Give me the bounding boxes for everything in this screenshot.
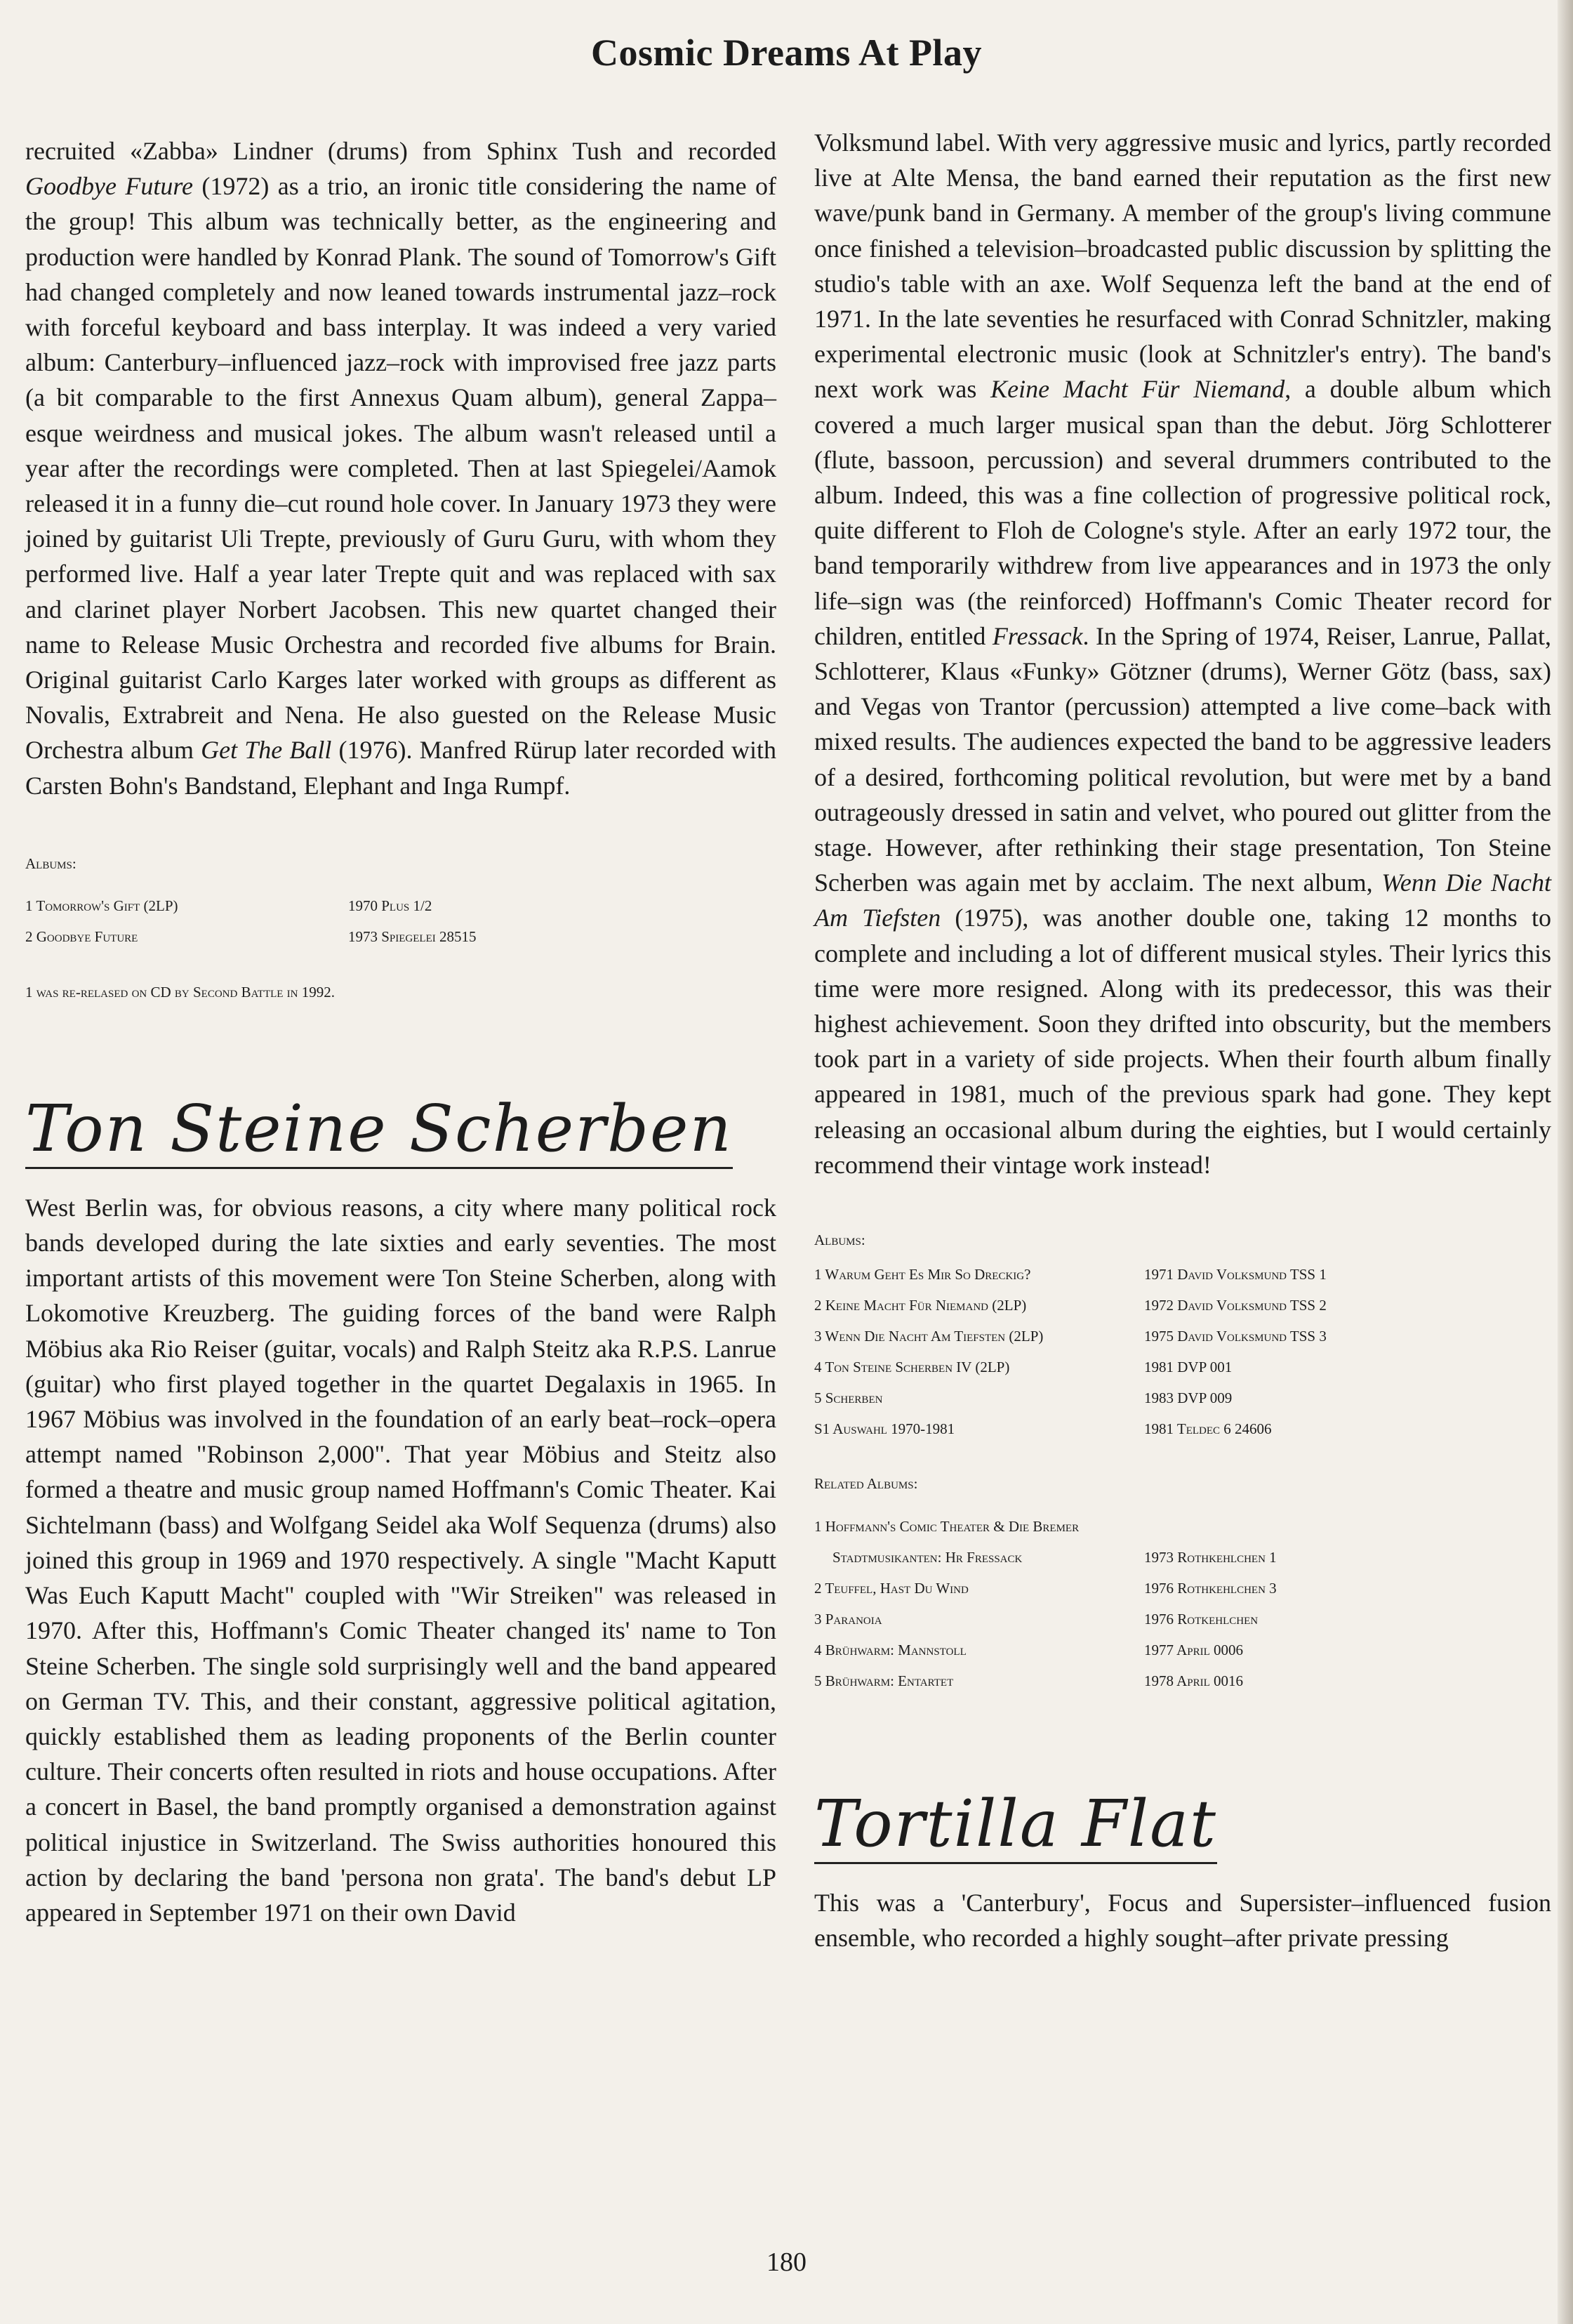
related-album-row	[814, 1542, 1551, 1573]
album-title: Stadtmusikanten: Hr Fressack	[832, 1548, 1023, 1566]
band-title-ton-steine-scherben: Ton Steine Scherben	[25, 1090, 733, 1166]
albums-list	[814, 1232, 1551, 1696]
album-title: 3 Paranoia	[814, 1610, 882, 1628]
album-title: 4 Ton Steine Scherben IV (2LP)	[814, 1358, 1010, 1375]
right-column	[814, 125, 1551, 1956]
paragraph-text: . In the Spring of 1974, Reiser, Lanrue, Pallat, Schlotterer, Klaus «Funky» Götzner (drums), Werner Götz (bass, sax) and Vegas von Trantor (percussion) attempted a live come–back with mixed results. The audiences expected the band to be aggressive leaders of a desired, forthcoming political revolution, but were met by a band outrageously dressed in satin and velvet, who poured out glitter from the stage. However, after rethinking their stage presentation, Ton Steine Scherben was again met by acclaim. The next album,	[814, 621, 1551, 897]
title-underline	[25, 1167, 733, 1169]
tomorrows-gift-paragraph	[25, 133, 776, 803]
album-title-goodbye-future: Goodbye Future	[25, 172, 193, 201]
album-info: 1981 DVP 001	[1144, 1358, 1233, 1375]
left-column	[25, 133, 776, 1930]
page-edge-shadow	[1558, 0, 1573, 2324]
album-info: 1978 April 0016	[1144, 1672, 1244, 1689]
ton-steine-scherben-continued-paragraph	[814, 125, 1551, 1182]
album-title: 5 Scherben	[814, 1389, 883, 1406]
related-album-row	[814, 1665, 1551, 1696]
album-title-fressack: Fressack	[992, 621, 1083, 650]
paragraph-text: Volksmund label. With very aggressive music and lyrics, partly recorded live at Alte Mensa, the band earned their reputation as the first new wave/punk band in Germany. A member of the group's living commune once finished a television–broadcasted public discussion by splitting the studio's table with an axe. Wolf Sequenza left the band at the end of 1971. In the late seventies he resurfaced with Conrad Schnitzler, making experimental electronic music (look at Schnitzler's entry). The band's next work was	[814, 128, 1551, 404]
album-info: 1983 DVP 009	[1144, 1389, 1233, 1406]
album-info: 1981 Teldec 6 24606	[1144, 1420, 1272, 1437]
album-title-wenn-die-nacht: Wenn Die Nacht Am Tiefsten	[814, 869, 1551, 932]
related-album-row	[814, 1635, 1551, 1665]
paragraph-text: , a double album which covered a much larger musical span than the debut. Jörg Schlotterer (flute, bassoon, percussion) and several drummers contributed to the album. Indeed, this was a fine collection of progressive political rock, quite different to Floh de Cologne's style. After an early 1972 tour, the band temporarily withdrew from live appearances and in 1973 the only life–sign was (the reinforced) Hoffmann's Comic Theater record for children, entitled	[814, 375, 1551, 650]
album-row	[814, 1259, 1551, 1290]
paragraph-text: (1975), was another double one, taking 12 months to complete and including a lot of different musical styles. Their lyrics this time were more resigned. Along with its predecessor, this was their highest achievement. Soon they drifted into obscurity, but the members took part in a variety of side projects. When their fourth album finally appeared in 1981, much of the previous spark had gone. They kept releasing an occasional album during the eighties, but I would certainly recommend their vintage work instead!	[814, 904, 1551, 1179]
albums-header: Albums:	[814, 1232, 865, 1249]
ton-steine-scherben-paragraph: West Berlin was, for obvious reasons, a city where many political rock bands developed during the late sixties and early seventies. The most important artists of this movement were Ton Steine Scherben, along with Lokomotive Kreuzberg. The guiding forces of the band were Ralph Möbius aka Rio Reiser (guitar, vocals) and Ralph Steitz aka R.P.S. Lanrue (guitar) who first played together in the quartet Degalaxis in 1965. In 1967 Möbius was involved in the foundation of an early beat–rock–opera attempt named "Robinson 2,000". That year Möbius and Steitz also formed a theatre and music group named Hoffmann's Comic Theater. Kai Sichtelmann (bass) and Wolfgang Seidel aka Wolf Sequenza (drums) also joined this group in 1969 and 1970 respectively. A single "Macht Kaputt Was Euch Kaputt Macht" coupled with "Wir Streiken" was released in 1970. After this, Hoffmann's Comic Theater changed its' name to Ton Steine Scherben. The single sold surprisingly well and the band appeared on German TV. This, and their constant, aggressive political agitation, quickly established them as leading proponents of the Berlin counter culture. Their concerts often resulted in riots and house occupations. After a concert in Basel, the band promptly organised a demonstration against political injustice in Switzerland. The Swiss authorities honoured this action by declaring the band 'persona non grata'. The band's debut LP appeared in September 1971 on their own David	[25, 1193, 776, 1927]
album-title: S1 Auswahl 1970-1981	[814, 1420, 955, 1437]
album-title: 1 Tomorrow's Gift (2LP)	[25, 897, 178, 915]
album-info: 1973 Rothkehlchen 1	[1144, 1548, 1277, 1566]
album-info: 1970 Plus 1/2	[348, 897, 432, 915]
related-album-row	[814, 1511, 1551, 1542]
album-info: 1976 Rotkehlchen	[1144, 1610, 1259, 1628]
album-row	[814, 1413, 1551, 1444]
album-title-get-the-ball: Get The Ball	[201, 736, 332, 765]
tortilla-flat-paragraph: This was a 'Canterbury', Focus and Supersister–influenced fusion ensemble, who recorded a highly sought–after private pressing	[814, 1889, 1551, 1953]
related-albums-header: Related Albums:	[814, 1475, 918, 1493]
album-info: 1973 Spiegelei 28515	[348, 928, 477, 946]
album-info: 1971 David Volksmund TSS 1	[1144, 1265, 1327, 1283]
album-title: 2 Keine Macht Für Niemand (2LP)	[814, 1296, 1027, 1314]
album-row	[25, 922, 776, 953]
album-title: 2 Goodbye Future	[25, 928, 138, 946]
title-underline	[814, 1862, 1217, 1864]
albums-header: Albums:	[25, 854, 77, 872]
album-title: 4 Brühwarm: Mannstoll	[814, 1641, 967, 1658]
album-info: 1976 Rothkehlchen 3	[1144, 1579, 1277, 1597]
page-title: Cosmic Dreams At Play	[591, 32, 982, 74]
albums-list	[25, 855, 776, 1001]
paragraph-text: (1972) as a trio, an ironic title considering the name of the group! This album was technically better, as the engineering and production were handled by Konrad Plank. The sound of Tomorrow's Gift had changed completely and now leaned towards instrumental jazz–rock with forceful keyboard and bass interplay. It was indeed a very varied album: Canterbury–influenced jazz–rock with improvised free jazz parts (a bit comparable to the first Annexus Quam album), general Zappa–esque weirdness and musical jokes. The album wasn't released until a year after the recordings were completed. Then at last Spiegelei/Aamok released it in a funny die–cut round hole cover. In January 1973 they were joined by guitarist Uli Trepte, previously of Guru Guru, with whom they performed live. Half a year later Trepte quit and was replaced with sax and clarinet player Norbert Jacobsen. This new quartet changed their name to Release Music Orchestra and recorded five albums for Brain. Original guitarist Carlo Karges later worked with groups as different as Novalis, Extrabreit and Nena. He also guested on the Release Music Orchestra album	[25, 172, 776, 765]
band-heading	[814, 1786, 1218, 1864]
page-number: 180	[766, 2247, 807, 2277]
album-info: 1977 April 0006	[1144, 1641, 1244, 1658]
album-title: 2 Teuffel, Hast Du Wind	[814, 1579, 969, 1597]
band-heading	[25, 1090, 733, 1169]
album-title: 5 Brühwarm: Entartet	[814, 1672, 954, 1689]
album-row	[814, 1290, 1551, 1321]
album-title: 1 Hoffmann's Comic Theater & Die Bremer	[814, 1517, 1080, 1535]
band-title-tortilla-flat: Tortilla Flat	[814, 1786, 1218, 1862]
album-title: 3 Wenn Die Nacht Am Tiefsten (2LP)	[814, 1327, 1044, 1345]
album-row	[814, 1321, 1551, 1352]
album-row	[25, 891, 776, 922]
related-album-row	[814, 1604, 1551, 1635]
album-row	[814, 1352, 1551, 1382]
album-title-keine-macht: Keine Macht Für Niemand	[990, 375, 1285, 404]
album-info: 1975 David Volksmund TSS 3	[1144, 1327, 1327, 1345]
album-info: 1972 David Volksmund TSS 2	[1144, 1296, 1327, 1314]
album-title: 1 Warum Geht Es Mir So Dreckig?	[814, 1265, 1031, 1283]
paragraph-text: (1976). Manfred Rürup later recorded with Carsten Bohn's Bandstand, Elephant and Inga Rumpf.	[25, 736, 776, 800]
paragraph-text: recruited «Zabba» Lindner (drums) from Sphinx Tush and recorded	[25, 137, 776, 165]
related-album-row	[814, 1573, 1551, 1604]
albums-note: 1 was re-relased on CD by Second Battle in 1992.	[25, 983, 336, 1001]
album-row	[814, 1382, 1551, 1413]
